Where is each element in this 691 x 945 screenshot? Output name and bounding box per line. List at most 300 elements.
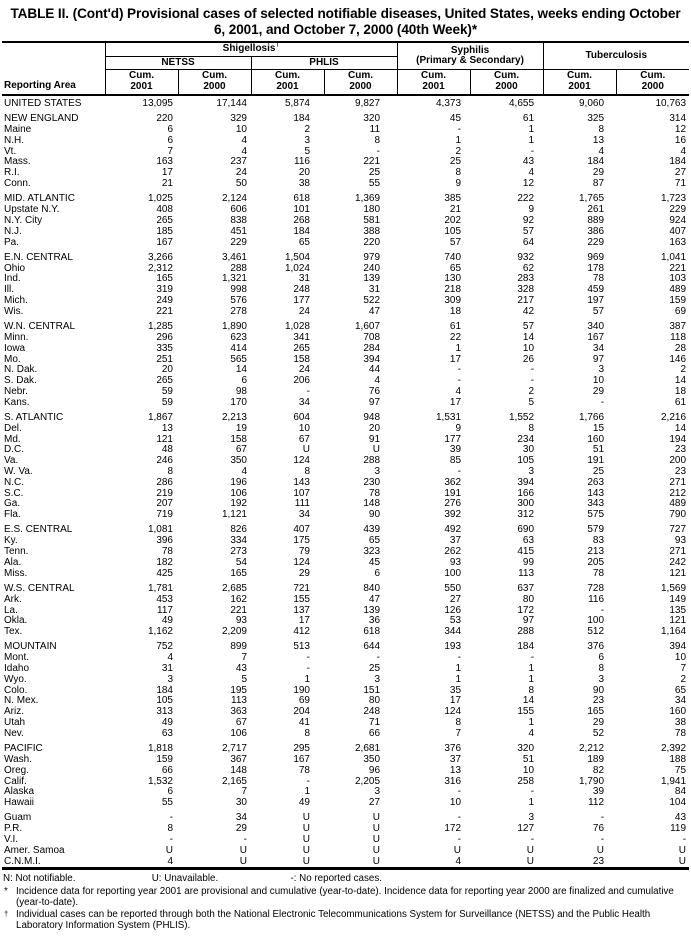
value-cell: 76 — [592, 823, 605, 835]
value-cell: 20 — [368, 422, 381, 434]
value-cell: - — [457, 812, 462, 824]
value-cell: 2,216 — [661, 412, 687, 424]
value-cell: 1,569 — [661, 582, 687, 594]
value-cell: 4 — [374, 375, 381, 387]
reporting-area-cell: Mich. — [4, 295, 28, 307]
value-cell: 41 — [298, 717, 310, 729]
table-row — [2, 499, 689, 510]
value-cell: 23 — [592, 695, 605, 707]
value-cell: 83 — [592, 535, 605, 547]
value-cell: 388 — [363, 225, 381, 237]
syphilis-label-line2: (Primary & Secondary) — [416, 55, 524, 66]
value-cell: 234 — [517, 433, 535, 445]
value-cell: 194 — [669, 433, 687, 445]
reporting-area-cell: Nev. — [4, 727, 24, 739]
table-row — [2, 205, 689, 216]
value-cell: 341 — [293, 331, 310, 343]
table-row — [2, 558, 689, 569]
table-title: TABLE II. (Cont'd) Provisional cases of selected notifiable diseases, United States, weeks ending October 6, 2001, and October 7, 2000 (40th Week)* — [10, 6, 681, 37]
value-cell: 604 — [293, 412, 310, 424]
table-row — [2, 579, 689, 594]
value-cell: 790 — [669, 509, 687, 521]
value-cell: 8 — [455, 167, 462, 179]
table-row — [2, 675, 689, 686]
reporting-area-cell: Ohio — [4, 262, 26, 274]
value-cell: 24 — [298, 305, 310, 317]
table-row — [2, 595, 689, 606]
value-cell: 160 — [587, 433, 605, 445]
col-header-cum: Cum. 2000 — [470, 70, 543, 96]
value-cell: 1,028 — [284, 321, 310, 333]
value-cell: 78 — [592, 273, 605, 285]
value-cell: 69 — [298, 695, 310, 707]
table-row — [2, 285, 689, 296]
value-cell: 1,723 — [661, 193, 687, 205]
table-row — [2, 344, 689, 355]
value-cell: 143 — [293, 476, 310, 488]
col-header-cum: Cum. 2000 — [324, 70, 397, 96]
value-cell: 17 — [161, 167, 173, 179]
reporting-area-cell: Amer. Samoa — [4, 844, 65, 856]
value-cell: 565 — [230, 353, 247, 365]
value-cell: 969 — [587, 251, 605, 263]
value-cell: 979 — [363, 251, 381, 263]
value-cell: 24 — [298, 364, 310, 376]
value-cell: 2 — [455, 145, 462, 157]
value-cell: 57 — [592, 305, 605, 317]
value-cell: 182 — [156, 556, 173, 568]
value-cell: 121 — [669, 615, 687, 627]
value-cell: 189 — [587, 753, 605, 765]
value-cell: 1,818 — [147, 743, 173, 755]
value-cell: 61 — [449, 321, 462, 333]
value-cell: 5 — [241, 673, 247, 685]
value-cell: - — [530, 364, 535, 376]
value-cell: 320 — [363, 113, 381, 125]
value-cell: 394 — [517, 476, 535, 488]
reporting-area-cell: W. Va. — [4, 466, 33, 477]
value-cell: 221 — [363, 156, 381, 168]
value-cell: 177 — [444, 433, 462, 445]
value-cell: 719 — [156, 509, 173, 521]
value-cell: 286 — [156, 476, 173, 488]
value-cell: 93 — [674, 535, 687, 547]
reporting-area-cell: Miss. — [4, 567, 28, 579]
table-row — [2, 653, 689, 664]
value-cell: 25 — [592, 466, 605, 477]
value-cell: 23 — [674, 444, 687, 456]
value-cell: - — [306, 385, 310, 397]
value-cell: 63 — [161, 727, 173, 739]
value-cell: 300 — [517, 498, 535, 510]
value-cell: 323 — [363, 546, 381, 558]
value-cell: 1,285 — [147, 321, 173, 333]
reporting-area-cell: Pa. — [4, 236, 20, 248]
value-cell: 690 — [517, 524, 535, 536]
value-cell: 581 — [363, 214, 381, 226]
value-cell: 14 — [522, 331, 535, 343]
value-cell: 39 — [449, 444, 462, 456]
reporting-area-cell: N.Y. City — [4, 214, 43, 226]
footnote-dagger — [3, 909, 687, 931]
reporting-area-cell: S. Dak. — [4, 375, 37, 387]
value-cell: - — [457, 375, 462, 387]
value-cell: 1 — [528, 134, 535, 146]
reporting-area-cell: UNITED STATES — [4, 98, 82, 109]
value-cell: 10,763 — [655, 98, 687, 109]
table-row — [2, 627, 689, 638]
value-cell: 167 — [293, 753, 310, 765]
value-cell: 14 — [235, 364, 247, 376]
value-cell: 309 — [444, 295, 462, 307]
reporting-area-cell: Idaho — [4, 663, 30, 675]
value-cell: 6 — [167, 134, 173, 146]
cum-header-row — [2, 70, 689, 96]
value-cell: 6 — [374, 567, 381, 579]
value-cell: 205 — [587, 556, 605, 568]
value-cell: 105 — [517, 455, 535, 467]
tuberculosis-group-header: Tuberculosis — [543, 42, 689, 70]
reporting-area-cell: Ind. — [4, 273, 21, 285]
value-cell: 3,461 — [221, 251, 247, 263]
value-cell: 13 — [592, 134, 605, 146]
value-cell: 334 — [230, 535, 247, 547]
value-cell: 192 — [230, 498, 247, 510]
col-header-cum: Cum. 2001 — [105, 70, 178, 96]
value-cell: 265 — [156, 375, 173, 387]
value-cell: 13 — [161, 422, 173, 434]
value-cell: 295 — [293, 743, 310, 755]
value-cell: 1 — [455, 342, 462, 354]
table-row — [2, 264, 689, 275]
value-cell: 2 — [528, 385, 535, 397]
value-cell: 207 — [156, 498, 173, 510]
value-cell: 78 — [161, 546, 173, 558]
value-cell: 1,081 — [147, 524, 173, 536]
value-cell: 439 — [363, 524, 381, 536]
value-cell: 24 — [235, 167, 247, 179]
value-cell: 412 — [293, 626, 310, 638]
value-cell: U — [372, 812, 381, 824]
value-cell: 104 — [669, 797, 687, 809]
value-cell: 288 — [363, 455, 381, 467]
value-cell: 1,504 — [284, 251, 310, 263]
value-cell: 1,766 — [579, 412, 605, 424]
value-cell: 489 — [669, 284, 687, 296]
table-row — [2, 179, 689, 190]
value-cell: 53 — [449, 615, 462, 627]
value-cell: 1 — [528, 717, 535, 729]
value-cell: U — [372, 855, 381, 867]
value-cell: 100 — [587, 615, 605, 627]
value-cell: U — [239, 855, 247, 867]
value-cell: 37 — [449, 753, 462, 765]
value-cell: 363 — [230, 706, 247, 718]
value-cell: 271 — [669, 476, 687, 488]
value-cell: 394 — [669, 641, 687, 653]
table-section — [2, 638, 689, 740]
value-cell: 184 — [293, 225, 310, 237]
value-cell: 415 — [517, 546, 535, 558]
value-cell: 91 — [368, 433, 381, 445]
value-cell: U — [165, 844, 173, 856]
reporting-area-cell: Maine — [4, 124, 32, 136]
value-cell: 124 — [444, 706, 462, 718]
value-cell: 251 — [156, 353, 173, 365]
value-cell: 30 — [235, 797, 247, 809]
value-cell: 1 — [455, 673, 462, 685]
value-cell: 184 — [517, 641, 535, 653]
value-cell: 4 — [455, 855, 462, 867]
value-cell: 4 — [680, 145, 687, 157]
value-cell: 4,655 — [509, 98, 535, 109]
value-cell: 4 — [167, 855, 173, 867]
reporting-area-cell: D.C. — [4, 444, 24, 456]
reporting-area-cell: PACIFIC — [4, 743, 43, 755]
value-cell: 165 — [230, 567, 247, 579]
value-cell: 10 — [298, 422, 310, 434]
value-cell: 71 — [674, 178, 687, 190]
value-cell: 2,392 — [661, 743, 687, 755]
value-cell: 2,165 — [221, 775, 247, 787]
reporting-area-cell: MID. ATLANTIC — [4, 193, 75, 205]
value-cell: 7 — [167, 145, 173, 157]
value-cell: 218 — [444, 284, 462, 296]
value-cell: 10 — [592, 375, 605, 387]
value-cell: U — [302, 823, 310, 835]
value-cell: 248 — [363, 706, 381, 718]
value-cell: 170 — [230, 396, 247, 408]
value-cell: 2,213 — [221, 412, 247, 424]
value-cell: 172 — [444, 823, 462, 835]
reporting-area-cell: Nebr. — [4, 385, 28, 397]
value-cell: 76 — [368, 385, 381, 397]
reporting-area-cell: R.I. — [4, 167, 20, 179]
value-cell: 90 — [592, 684, 605, 696]
value-cell: 899 — [230, 641, 247, 653]
value-cell: 262 — [444, 546, 462, 558]
value-cell: 48 — [161, 444, 173, 456]
reporting-area-cell: Okla. — [4, 615, 28, 627]
value-cell: 221 — [230, 604, 247, 616]
value-cell: 1 — [528, 797, 535, 809]
value-cell: U — [302, 844, 310, 856]
value-cell: 12 — [674, 124, 687, 136]
value-cell: 9 — [455, 178, 462, 190]
value-cell: 82 — [592, 764, 605, 776]
value-cell: 273 — [230, 546, 247, 558]
reporting-area-cell: N. Mex. — [4, 695, 39, 707]
value-cell: 121 — [156, 433, 173, 445]
value-cell: 30 — [522, 444, 535, 456]
table-row — [2, 307, 689, 318]
dagger-mark: † — [275, 41, 280, 49]
value-cell: 230 — [363, 476, 381, 488]
value-cell: 172 — [517, 604, 535, 616]
value-cell: 10 — [449, 797, 462, 809]
table-row — [2, 766, 689, 777]
value-cell: 148 — [363, 498, 381, 510]
reporting-area-cell: Utah — [4, 717, 26, 729]
value-cell: 313 — [156, 706, 173, 718]
value-cell: 85 — [449, 455, 462, 467]
value-cell: 39 — [592, 786, 605, 798]
table-row — [2, 355, 689, 366]
value-cell: 8 — [528, 422, 535, 434]
value-cell: 10 — [674, 652, 687, 664]
table-row — [2, 824, 689, 835]
value-cell: 25 — [449, 156, 462, 168]
value-cell: 78 — [298, 764, 310, 776]
dagger-marker: † — [4, 909, 9, 918]
value-cell: 93 — [235, 615, 247, 627]
value-cell: 3 — [167, 673, 173, 685]
value-cell: 184 — [293, 113, 310, 125]
value-cell: 38 — [298, 178, 310, 190]
reporting-area-cell: Conn. — [4, 178, 31, 190]
value-cell: 618 — [293, 193, 310, 205]
value-cell: 34 — [674, 695, 687, 707]
table-row — [2, 445, 689, 456]
value-cell: 111 — [294, 498, 310, 510]
value-cell: 6 — [167, 786, 173, 798]
value-cell: 283 — [517, 273, 535, 285]
value-cell: - — [600, 396, 605, 408]
value-cell: 1,607 — [354, 321, 381, 333]
table-row — [2, 238, 689, 249]
value-cell: U — [678, 855, 687, 867]
value-cell: 162 — [230, 593, 247, 605]
value-cell: 106 — [230, 487, 247, 499]
value-cell: 314 — [669, 113, 687, 125]
table-row — [2, 435, 689, 446]
value-cell: 65 — [298, 236, 310, 248]
value-cell: 149 — [669, 593, 687, 605]
legend-no-reported-cases: -: No reported cases. — [290, 873, 382, 885]
value-cell: 90 — [368, 509, 381, 521]
value-cell: 240 — [363, 262, 381, 274]
value-cell: 25 — [368, 663, 381, 675]
table-row — [2, 125, 689, 136]
value-cell: U — [372, 844, 381, 856]
value-cell: - — [600, 834, 605, 845]
value-cell: 271 — [669, 546, 687, 558]
value-cell: 261 — [587, 204, 605, 216]
value-cell: 340 — [587, 321, 605, 333]
value-cell: 644 — [363, 641, 381, 653]
table-row — [2, 638, 689, 653]
value-cell: 4 — [167, 652, 173, 664]
reporting-area-cell: Oreg. — [4, 764, 30, 776]
value-cell: 1,531 — [435, 412, 462, 424]
table-section — [2, 190, 689, 248]
value-cell: 18 — [674, 385, 687, 397]
value-cell: 78 — [368, 487, 381, 499]
legend-unavailable: U: Unavailable. — [151, 873, 219, 885]
table-section — [2, 579, 689, 637]
value-cell: 1,024 — [284, 262, 310, 274]
value-cell: 394 — [363, 353, 381, 365]
value-cell: 237 — [230, 156, 247, 168]
value-cell: 163 — [156, 156, 173, 168]
value-cell: 229 — [669, 204, 687, 216]
value-cell: - — [682, 834, 687, 845]
table-row — [2, 248, 689, 263]
table-row — [2, 606, 689, 617]
value-cell: 62 — [522, 262, 535, 274]
table-row — [2, 664, 689, 675]
table-row — [2, 569, 689, 580]
value-cell: 37 — [449, 535, 462, 547]
table-row — [2, 478, 689, 489]
value-cell: 316 — [444, 775, 462, 787]
value-cell: 1,890 — [221, 321, 247, 333]
value-cell: 202 — [444, 214, 462, 226]
table-row — [2, 216, 689, 227]
value-cell: 1,025 — [147, 193, 173, 205]
syphilis-label-line1: Syphilis — [450, 44, 490, 56]
value-cell: 43 — [674, 812, 687, 824]
value-cell: 45 — [449, 113, 462, 125]
table-row — [2, 398, 689, 409]
value-cell: 10 — [235, 124, 247, 136]
value-cell: 47 — [368, 305, 381, 317]
table-row — [2, 489, 689, 500]
reporting-area-cell: Tenn. — [4, 546, 29, 558]
value-cell: 288 — [230, 262, 247, 274]
value-cell: 3 — [374, 786, 381, 798]
value-cell: 69 — [674, 305, 687, 317]
value-cell: 36 — [368, 615, 381, 627]
reporting-area-header: Reporting Area — [2, 42, 105, 95]
value-cell: 4 — [598, 145, 605, 157]
value-cell: 29 — [592, 385, 605, 397]
value-cell: 1,162 — [147, 626, 173, 638]
value-cell: 1 — [455, 663, 462, 675]
value-cell: 278 — [230, 305, 247, 317]
value-cell: 166 — [517, 487, 535, 499]
syphilis-group-header — [397, 42, 543, 70]
value-cell: 1,781 — [147, 582, 173, 594]
value-cell: 67 — [235, 717, 247, 729]
value-cell: 312 — [517, 509, 535, 521]
value-cell: 148 — [230, 764, 247, 776]
value-cell: 3 — [598, 673, 605, 685]
reporting-area-cell: Mass. — [4, 156, 31, 168]
value-cell: 998 — [230, 284, 247, 296]
table-section — [2, 318, 689, 409]
value-cell: 38 — [674, 717, 687, 729]
table-row — [2, 787, 689, 798]
value-cell: 276 — [444, 498, 462, 510]
value-cell: 178 — [587, 262, 605, 274]
value-cell: 1 — [304, 786, 310, 798]
table-row — [2, 95, 689, 110]
value-cell: 1,552 — [509, 412, 535, 424]
value-cell: 137 — [293, 604, 310, 616]
table-section — [2, 409, 689, 521]
col-header-cum: Cum. 2001 — [251, 70, 324, 96]
value-cell: 4 — [528, 167, 535, 179]
value-cell: 98 — [235, 385, 247, 397]
value-cell: 107 — [293, 487, 310, 499]
value-cell: 1,369 — [354, 193, 381, 205]
value-cell: 4 — [241, 145, 247, 157]
value-cell: 451 — [230, 225, 247, 237]
value-cell: 7 — [455, 727, 462, 739]
value-cell: 105 — [156, 695, 173, 707]
value-cell: 489 — [669, 498, 687, 510]
